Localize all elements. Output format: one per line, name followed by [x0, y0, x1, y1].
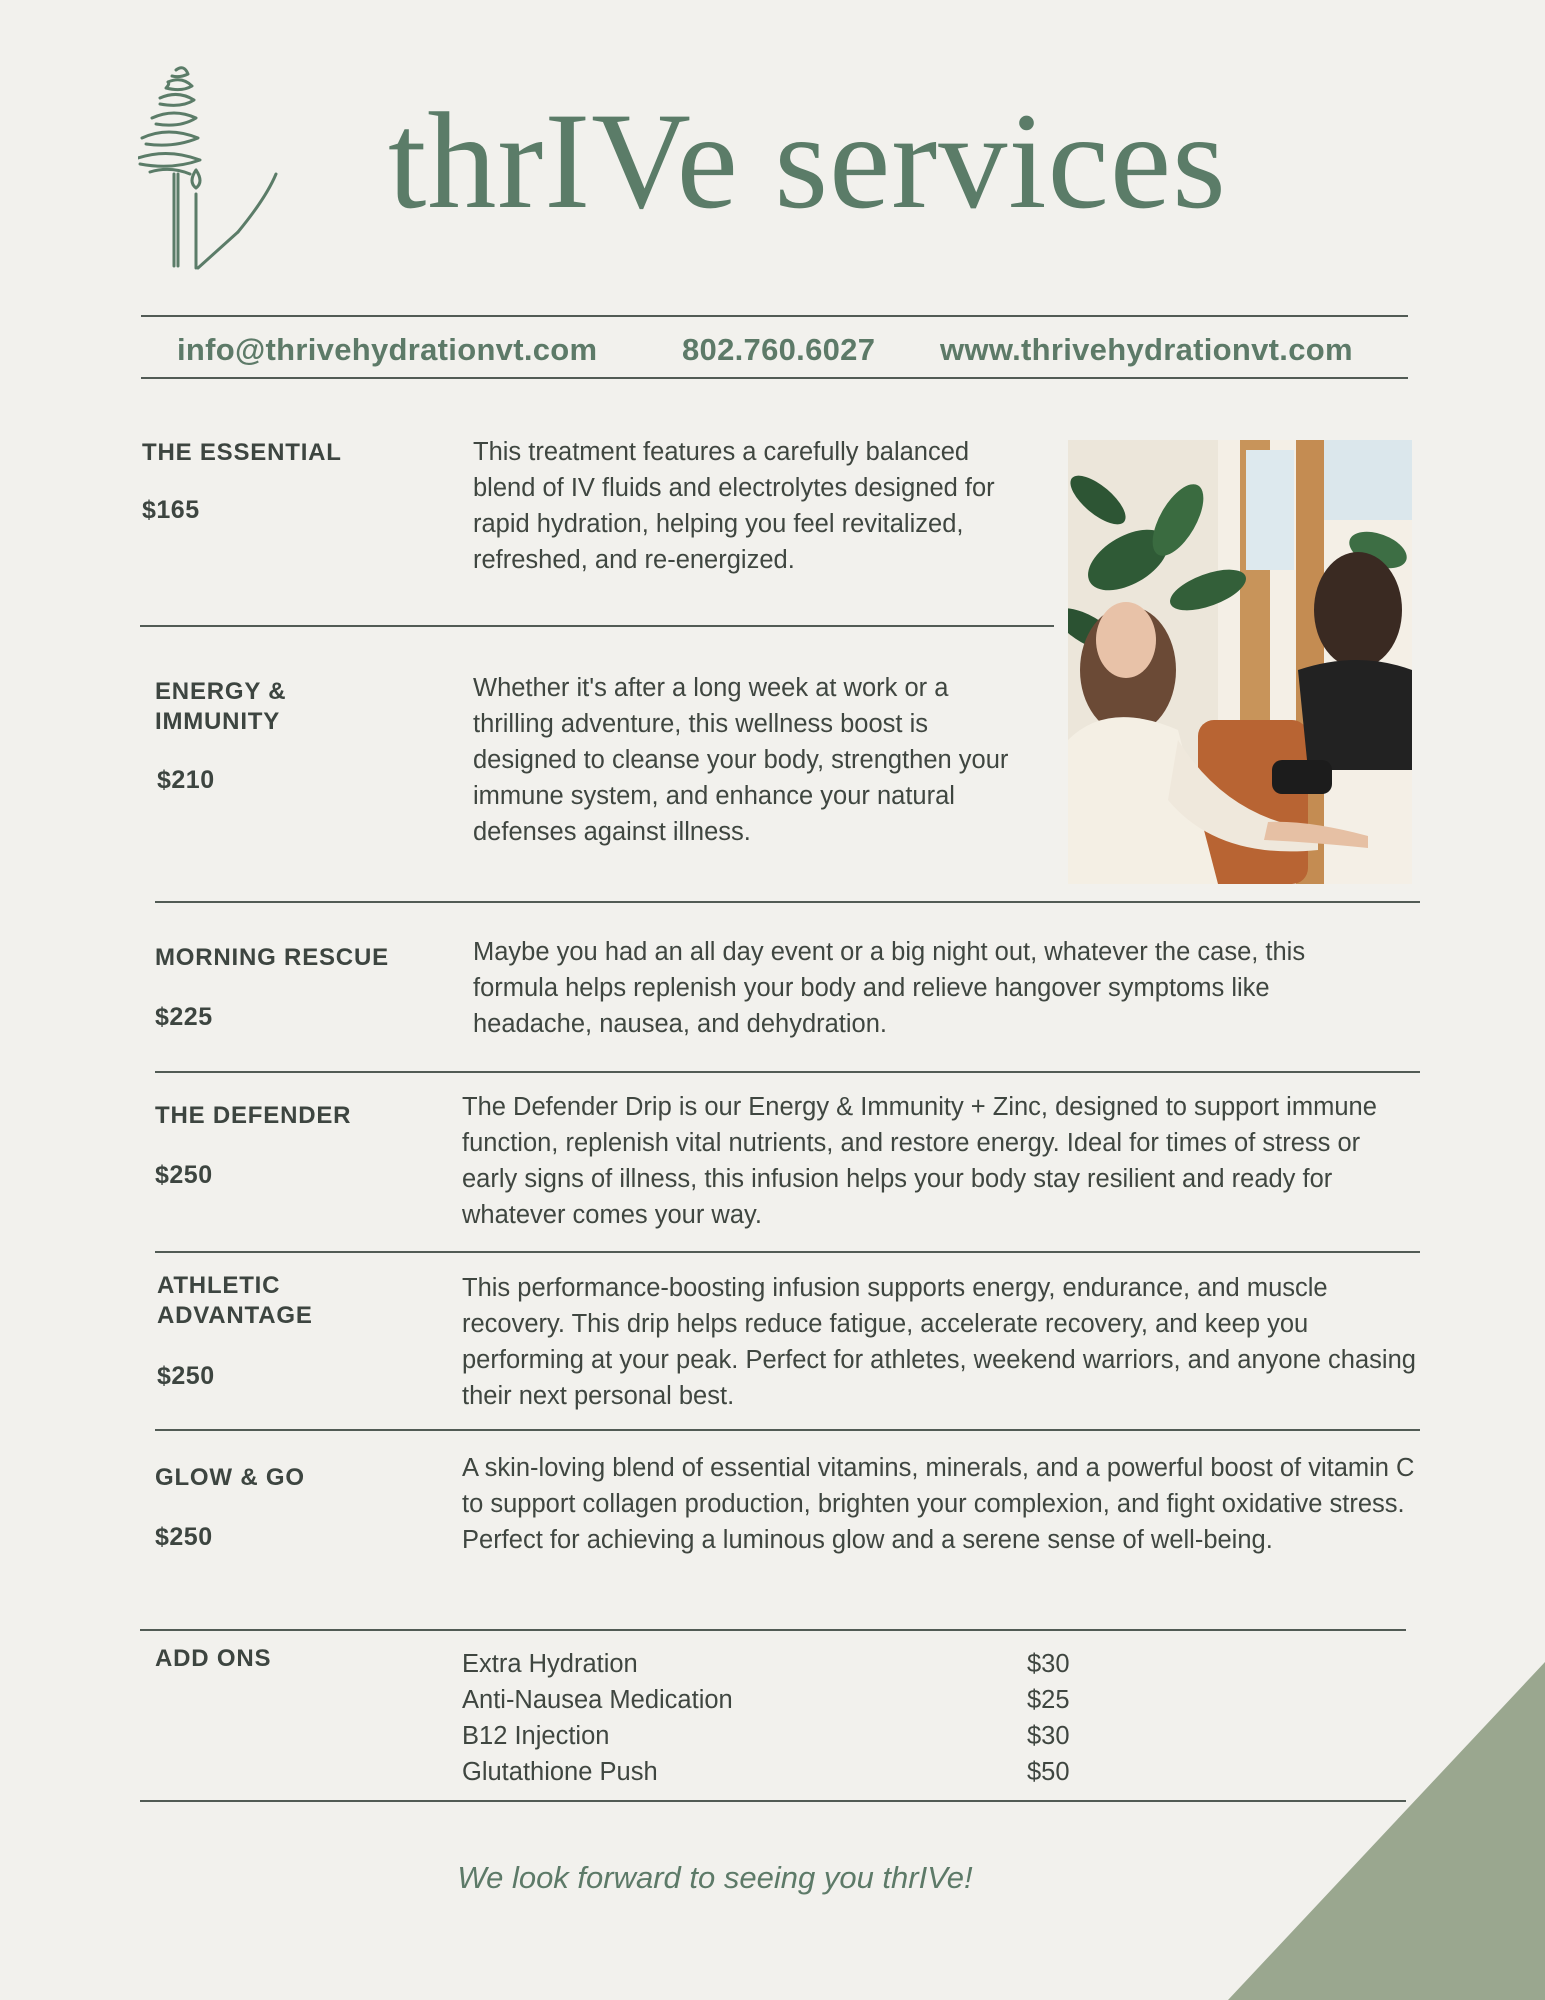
service-name: THE DEFENDER — [155, 1102, 352, 1129]
service-price: $250 — [157, 1362, 215, 1390]
addon-item — [462, 1682, 1162, 1718]
addon-price: $25 — [1027, 1686, 1070, 1714]
header-divider-top — [141, 315, 1408, 317]
addon-name: Extra Hydration — [462, 1650, 638, 1678]
header-divider-bottom — [141, 377, 1408, 379]
service-price: $250 — [155, 1523, 213, 1551]
tree-iv-logo-icon — [138, 62, 288, 274]
addon-item — [462, 1754, 1162, 1790]
contact-email[interactable]: info@thrivehydrationvt.com — [177, 332, 598, 367]
addon-price: $30 — [1027, 1650, 1070, 1678]
service-price: $250 — [155, 1161, 213, 1189]
service-divider — [140, 625, 1054, 627]
service-description: Maybe you had an all day event or a big night out, whatever the case, this formula helps replenish your body and relieve hangover symptoms like headache, nausea, and dehydration. — [473, 938, 1306, 1038]
service-name: THE ESSENTIAL — [142, 439, 342, 466]
service-divider — [155, 1071, 1420, 1073]
service-divider — [155, 1251, 1420, 1253]
service-description: A skin-loving blend of essential vitamins, minerals, and a powerful boost of vitamin C to support collagen production, brighten your complexion, and fight oxidative stress. Perfect for achieving a luminous glow and a serene sense of well-being. — [462, 1454, 1415, 1554]
addon-item — [462, 1718, 1162, 1754]
addon-name: Anti-Nausea Medication — [462, 1686, 733, 1714]
page-title: thrIVe services — [388, 84, 1227, 237]
addon-name: Glutathione Push — [462, 1758, 658, 1786]
contact-phone[interactable]: 802.760.6027 — [682, 332, 876, 367]
addon-price: $50 — [1027, 1758, 1070, 1786]
service-name: MORNING RESCUE — [155, 944, 389, 971]
service-name: ATHLETIC ADVANTAGE — [157, 1272, 313, 1329]
service-description: This treatment features a carefully balanced blend of IV fluids and electrolytes designed for rapid hydration, helping you feel revitalized, refreshed, and re-energized. — [473, 438, 995, 574]
contact-website[interactable]: www.thrivehydrationvt.com — [940, 332, 1353, 367]
addons-label: ADD ONS — [155, 1645, 272, 1672]
service-price: $165 — [142, 496, 200, 524]
service-name: ENERGY & IMMUNITY — [155, 678, 287, 735]
addons-divider — [140, 1800, 1406, 1802]
service-description: The Defender Drip is our Energy & Immunity + Zinc, designed to support immune function, replenish vital nutrients, and restore energy. Ideal for times of stress or early signs of illness, this infusion helps your body stay resilient and ready for whatever comes your way. — [462, 1093, 1377, 1229]
service-divider — [155, 1429, 1420, 1431]
service-description: Whether it's after a long week at work or a thrilling adventure, this wellness boost is designed to cleanse your body, strengthen your immune system, and enhance your natural defenses against illness. — [473, 674, 1009, 846]
service-description: This performance-boosting infusion supports energy, endurance, and muscle recovery. This drip helps reduce fatigue, accelerate recovery, and keep you performing at your peak. Perfect for athletes, weekend warriors, and anyone chasing their next personal best. — [462, 1274, 1416, 1410]
treatment-photo — [1068, 440, 1412, 884]
closing-tagline: We look forward to seeing you thrIVe! — [457, 1860, 973, 1895]
service-name: GLOW & GO — [155, 1464, 305, 1491]
addon-item — [462, 1646, 1162, 1682]
service-price: $225 — [155, 1003, 213, 1031]
service-divider — [155, 901, 1420, 903]
service-divider — [140, 1629, 1406, 1631]
service-price: $210 — [157, 766, 215, 794]
addon-name: B12 Injection — [462, 1722, 610, 1750]
addon-price: $30 — [1027, 1722, 1070, 1750]
addons-list — [462, 1646, 1162, 1790]
